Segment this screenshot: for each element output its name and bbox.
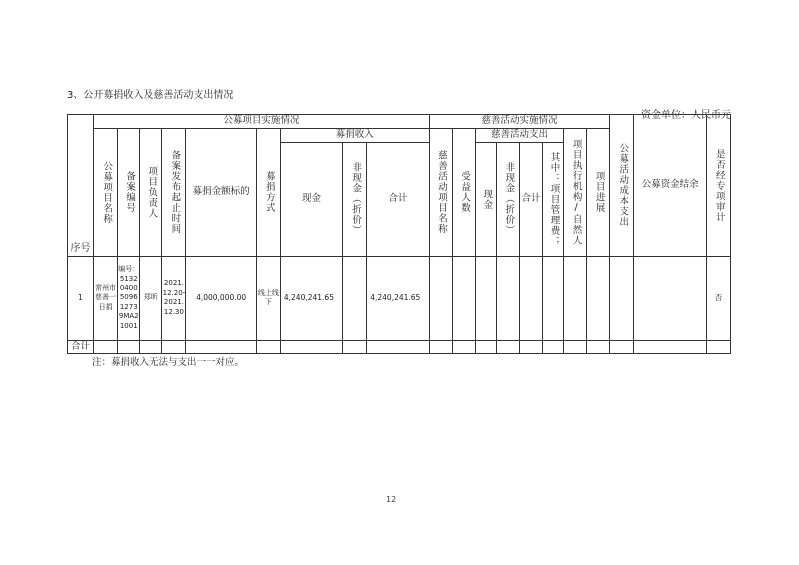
row-record-no: 编号：51320400509612739MA21001 [118,256,140,340]
unit-label: 资金单位：人民币元 [641,110,731,121]
header-executor: 项目执行机构/自然人 [564,128,587,256]
header-total: 合计 [367,142,429,256]
header-record-no: 备案编号 [118,128,140,256]
row-progress [587,256,610,340]
row-leader: 郑昕 [140,256,162,340]
row-exp-noncash [496,256,519,340]
header-seq: 序号 [68,115,94,257]
header-exp-noncash: 非现金（折价） [496,142,519,256]
row-exp-cash [475,256,496,340]
section-title: 3、公开募捐收入及慈善活动支出情况 [67,90,234,101]
row-exp-mgmt [543,256,564,340]
row-noncash [343,256,367,340]
row-cost [610,256,634,340]
row-charity-name [429,256,452,340]
page-number: 12 [386,495,397,504]
header-charity-name: 慈善活动项目名称 [429,128,452,256]
header-charity-impl: 慈善活动实施情况 [429,115,610,129]
header-period: 备案发布起止时间 [162,128,186,256]
header-proj-name: 公募项目名称 [94,128,118,256]
header-audit: 是否经专项审计 [706,115,730,257]
header-leader: 项目负责人 [140,128,162,256]
row-proj-name: 常州市慈善一日捐 [94,256,118,340]
fundraising-table [67,114,731,354]
row-balance [634,256,706,340]
row-seq: 1 [68,256,94,340]
row-executor [564,256,587,340]
header-exp-cash: 现金 [475,142,496,256]
header-income: 募捐收入 [280,128,429,142]
header-expenditure: 慈善活动支出 [475,128,563,142]
row-total: 4,240,241.65 [367,256,429,340]
header-balance: 公募资金结余 [634,115,706,257]
header-noncash: 非现金（折价） [343,142,367,256]
header-target: 募捐金额标的 [186,128,256,256]
header-exp-total: 合计 [519,142,542,256]
row-method: 线上线下 [256,256,280,340]
header-beneficiaries: 受益人数 [452,128,475,256]
row-exp-total [519,256,542,340]
footnote: 注：募捐收入无法与支出一一对应。 [92,357,245,368]
row-period: 2021.12.20-2021.12.30 [162,256,186,340]
row-cash: 4,240,241.65 [280,256,342,340]
row-beneficiaries [452,256,475,340]
header-project-impl: 公募项目实施情况 [94,115,429,129]
header-cash: 现金 [280,142,342,256]
header-progress: 项目进展 [587,128,610,256]
header-method: 募捐方式 [256,128,280,256]
row-audit: 否 [706,256,730,340]
row-target: 4,000,000.00 [186,256,256,340]
total-row-label: 合计 [68,340,94,354]
header-exp-mgmt: 其中：项目管理费； [543,142,564,256]
header-cost: 公募活动成本支出 [610,115,634,257]
